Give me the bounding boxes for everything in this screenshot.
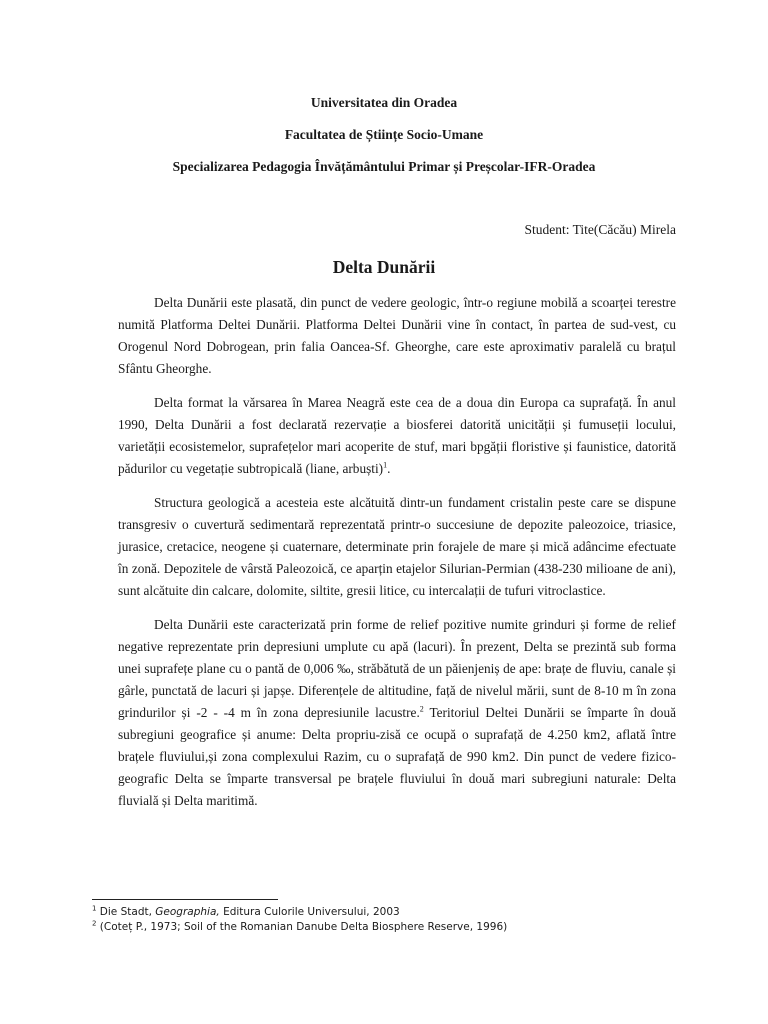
footnote-1-text-a: Die Stadt,	[96, 906, 156, 918]
faculty-heading: Facultatea de Științe Socio-Umane	[284, 127, 484, 142]
student-name: Student: Tite(Căcău) Mirela	[524, 222, 676, 237]
footnote-1-number: 1	[92, 904, 97, 913]
specialization-heading: Specializarea Pedagogia Învățământului Primar și Preșcolar-IFR-Oradea	[172, 159, 596, 174]
footnotes	[92, 905, 507, 935]
body-text	[118, 292, 676, 824]
paragraph-1-text: Delta Dunării este plasată, din punct de vedere geologic, într-o regiune mobilă a scoarței terestre numită Platforma Deltei Dunării. Platforma Deltei Dunării vine în contact, în partea de sud-vest, cu Orogenul Nord Dobrogean, prin falia Oancea-Sf. Gheorghe, care este aproximativ paralelă cu brațul Sfântu Gheorghe.	[118, 295, 676, 376]
paragraph-2	[118, 392, 676, 480]
paragraph-4-text-b: Teritoriul Deltei Dunării se împarte în două subregiuni geografice și anume: Delta propriu-zisă ce ocupă o suprafață de 4.250 km2, aflată între brațele fluviului,și zona complexului Razim, cu o suprafață de 990 km2. Din punct de vedere fizico-geografic Delta se împarte transversal pe brațele fluviului în două mari subregiuni naturale: Delta fluvială și Delta maritimă.	[118, 705, 676, 808]
paragraph-4-text-a: Delta Dunării este caracterizată prin forme de relief pozitive numite grinduri și forme de relief negative reprezentate prin depresiuni umplute cu apă (lacuri). În prezent, Delta se prezintă sub forma unei suprafețe plane cu o pantă de 0,006 ‰, străbătută de un păienjeniș de ape: brațe de fluviu, canale și gârle, punctată de lacuri și japșe. Diferențele de altitudine, față de nivelul mării, sunt de 8-10 m în zona grindurilor și -2 - -4 m în zona depresiunile lacustre.	[118, 617, 676, 720]
footnote-1	[92, 905, 507, 920]
paragraph-3	[118, 492, 676, 602]
paragraph-4	[118, 614, 676, 812]
footnote-2-number: 2	[92, 919, 97, 928]
university-heading: Universitatea din Oradea	[310, 95, 458, 110]
paragraph-2-end: .	[387, 461, 391, 476]
footnote-ref-1: 1	[383, 460, 388, 470]
footnote-divider	[92, 899, 278, 900]
footnote-2-text: (Coteț P., 1973; Soil of the Romanian Danube Delta Biosphere Reserve, 1996)	[96, 921, 508, 933]
paragraph-2-text: Delta format la vărsarea în Marea Neagră este cea de a doua din Europa ca suprafață. În anul 1990, Delta Dunării a fost declarată rezervație a biosferei datorită unicității și fumuseții locului, varietății ecosistemelor, suprafețelor mari acoperite de stuf, mari bpgății floristive și faunistice, datorită pădurilor cu vegetație subtropicală (liane, arbuști)	[118, 395, 676, 476]
footnote-1-italic: Geographia,	[155, 906, 220, 918]
paragraph-1	[118, 292, 676, 380]
footnote-2	[92, 920, 507, 935]
footnote-ref-2: 2	[419, 704, 424, 714]
document-title: Delta Dunării	[332, 257, 436, 277]
footnote-1-text-b: Editura Culorile Universului, 2003	[219, 906, 400, 918]
paragraph-3-text: Structura geologică a acesteia este alcătuită dintr-un fundament cristalin peste care se dispune transgresiv o cuvertură sedimentară reprezentată printr-o succesiune de depozite paleozoice, triasice, jurasice, cretacice, neogene și cuaternare, determinate prin forajele de mare și mică adâncime efectuate în zonă. Depozitele de vârstă Paleozoică, ce aparțin etajelor Silurian-Permian (438-230 milioane de ani), sunt alcătuite din calcare, dolomite, siltite, gresii litice, cu intercalații de tufuri vitroclastice.	[118, 495, 676, 598]
